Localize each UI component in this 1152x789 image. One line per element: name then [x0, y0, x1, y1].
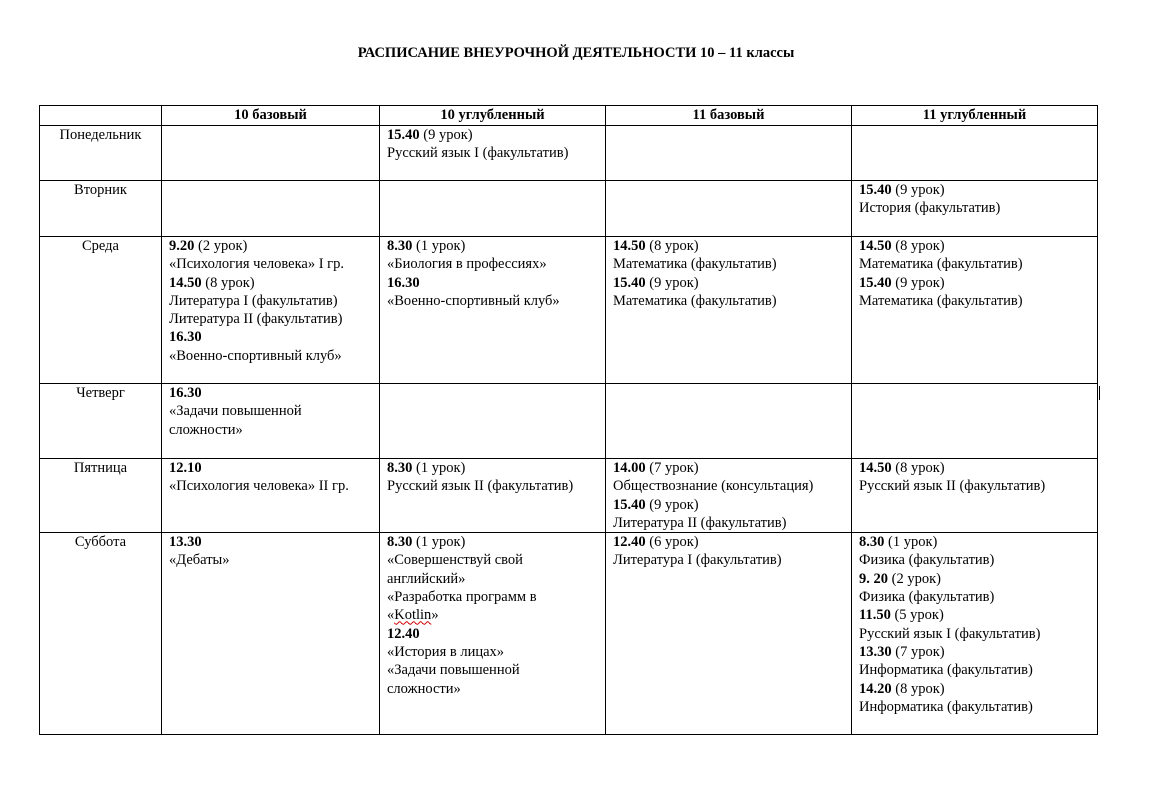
- schedule-cell: [852, 181, 1098, 237]
- lesson-time-line: 8.30 (1 урок): [387, 238, 466, 254]
- activity-line: «Дебаты»: [169, 552, 230, 569]
- day-label: Среда: [40, 237, 162, 384]
- column-header: 11 углубленный: [852, 106, 1098, 126]
- lesson-time-line: 14.50 (8 урок): [859, 238, 945, 254]
- schedule-cell: [606, 533, 852, 735]
- activity-line: Математика (факультатив): [613, 292, 777, 309]
- activity-line: «Военно-спортивный клуб»: [169, 347, 342, 364]
- lesson-time: 8.30: [387, 534, 413, 551]
- lesson-time-line: [387, 274, 598, 292]
- schedule-row: [40, 126, 1098, 181]
- schedule-cell: [606, 126, 852, 181]
- activity-line: «Задачи повышенной: [169, 403, 302, 420]
- column-header: 11 базовый: [606, 106, 852, 126]
- lesson-time-line: 8.30 (1 урок): [387, 534, 466, 551]
- schedule-cell: [162, 126, 380, 181]
- schedule-cell: [380, 181, 606, 237]
- schedule-cell: [606, 459, 852, 533]
- lesson-time: 14.00: [613, 460, 646, 476]
- activity-line: Обществознание (консультация): [613, 478, 814, 495]
- activity-line: Литература I (факультатив): [613, 552, 782, 569]
- lesson-time-line: 14.50 (8 урок): [169, 274, 255, 291]
- activity-line: История (факультатив): [859, 200, 1001, 217]
- lesson-time: 13.30: [859, 643, 892, 660]
- activity-line: «Совершенствуй свой: [387, 552, 523, 569]
- schedule-cell: [852, 533, 1098, 735]
- activity-line: «Военно-спортивный клуб»: [387, 292, 560, 309]
- lesson-time-line: 8.30 (1 урок): [387, 460, 466, 476]
- schedule-cell: [606, 237, 852, 384]
- lesson-time: 8.30: [387, 238, 413, 254]
- lesson-time-line: 14.20 (8 урок): [859, 680, 945, 697]
- schedule-cell: [380, 237, 606, 384]
- lesson-time-line: 15.40 (9 урок): [387, 127, 473, 143]
- schedule-cell: [852, 237, 1098, 384]
- activity-line: Русский язык I (факультатив): [387, 145, 569, 162]
- lesson-time-line: 11.50 (5 урок): [859, 607, 944, 624]
- schedule-row: [40, 384, 1098, 459]
- lesson-time-line: 8.30 (1 урок): [859, 534, 938, 551]
- activity-line: Математика (факультатив): [859, 292, 1023, 309]
- day-label: Суббота: [40, 533, 162, 735]
- schedule-table: [39, 105, 1098, 735]
- schedule-cell: [852, 459, 1098, 533]
- lesson-time: 14.50: [859, 460, 892, 476]
- activity-line: Литература II (факультатив): [613, 514, 787, 531]
- activity-line: Русский язык II (факультатив): [859, 478, 1046, 495]
- lesson-time: 8.30: [387, 460, 413, 476]
- corner-cell: [40, 106, 162, 126]
- day-label: Пятница: [40, 459, 162, 533]
- schedule-cell: [380, 384, 606, 459]
- schedule-cell: [606, 384, 852, 459]
- schedule-cell: [852, 126, 1098, 181]
- activity-line: «Kotlin»: [387, 607, 439, 624]
- schedule-row: [40, 459, 1098, 533]
- schedule-cell: [606, 181, 852, 237]
- activity-line: Информатика (факультатив): [859, 698, 1033, 715]
- day-label: Четверг: [40, 384, 162, 459]
- schedule-cell: [162, 384, 380, 459]
- lesson-time-line: 9. 20 (2 урок): [859, 570, 941, 587]
- lesson-time: 16.30: [169, 385, 202, 401]
- lesson-time: 15.40: [613, 274, 646, 291]
- lesson-time-line: 14.00 (7 урок): [613, 460, 699, 476]
- lesson-time-line: 13.30 (7 урок): [859, 643, 945, 660]
- lesson-time-line: 15.40 (9 урок): [613, 274, 699, 291]
- lesson-time: 14.20: [859, 680, 892, 697]
- activity-line: Литература I (факультатив): [169, 292, 338, 309]
- lesson-time: 9.20: [169, 238, 195, 254]
- schedule-row: [40, 237, 1098, 384]
- column-header: 10 углубленный: [380, 106, 606, 126]
- lesson-time: 13.30: [169, 534, 202, 551]
- activity-line: Физика (факультатив): [859, 589, 995, 606]
- activity-line: Математика (факультатив): [859, 256, 1023, 273]
- activity-line: «Психология человека» II гр.: [169, 478, 349, 495]
- text-cursor: [1099, 386, 1100, 400]
- lesson-time-line: 12.40 (6 урок): [613, 534, 699, 551]
- activity-line: английский»: [387, 570, 466, 587]
- lesson-time-line: 15.40 (9 урок): [859, 274, 945, 291]
- activity-line: «Задачи повышенной: [387, 662, 520, 679]
- activity-line: Физика (факультатив): [859, 552, 995, 569]
- lesson-time-line: 15.40 (9 урок): [613, 496, 699, 513]
- lesson-time: 15.40: [859, 274, 892, 291]
- lesson-time-line: 14.50 (8 урок): [613, 238, 699, 254]
- lesson-time-line: [169, 459, 372, 477]
- schedule-cell: [162, 533, 380, 735]
- lesson-time: 11.50: [859, 607, 891, 624]
- lesson-time-line: [169, 384, 372, 402]
- schedule-cell: [162, 181, 380, 237]
- lesson-time-line: [387, 625, 598, 643]
- schedule-row: [40, 533, 1098, 735]
- activity-line: сложности»: [169, 421, 243, 438]
- activity-line: «История в лицах»: [387, 643, 505, 660]
- schedule-row: [40, 181, 1098, 237]
- activity-line: Русский язык II (факультатив): [387, 478, 574, 495]
- schedule-cell: [162, 237, 380, 384]
- lesson-time: 16.30: [387, 274, 420, 291]
- day-label: Вторник: [40, 181, 162, 237]
- lesson-time-line: 15.40 (9 урок): [859, 182, 945, 198]
- lesson-time: 15.40: [859, 182, 892, 198]
- spellcheck-word: Kotlin: [394, 607, 432, 624]
- activity-line: Литература II (факультатив): [169, 311, 343, 328]
- lesson-time: 9. 20: [859, 570, 888, 587]
- lesson-time: 14.50: [859, 238, 892, 254]
- activity-line: Математика (факультатив): [613, 256, 777, 273]
- lesson-time: 15.40: [387, 127, 420, 143]
- lesson-time: 12.40: [387, 625, 420, 642]
- lesson-time: 14.50: [169, 274, 202, 291]
- schedule-cell: [380, 533, 606, 735]
- lesson-time: 8.30: [859, 534, 885, 551]
- schedule-cell: [380, 459, 606, 533]
- schedule-cell: [852, 384, 1098, 459]
- header-row: [40, 106, 1098, 126]
- activity-line: сложности»: [387, 680, 461, 697]
- activity-line: «Психология человека» I гр.: [169, 256, 344, 273]
- lesson-time: 12.40: [613, 534, 646, 551]
- activity-line: Русский язык I (факультатив): [859, 625, 1041, 642]
- lesson-time: 16.30: [169, 329, 202, 346]
- lesson-time: 14.50: [613, 238, 646, 254]
- lesson-time: 12.10: [169, 460, 202, 476]
- day-label: Понедельник: [40, 126, 162, 181]
- document-title: РАСПИСАНИЕ ВНЕУРОЧНОЙ ДЕЯТЕЛЬНОСТИ 10 – 11 классы: [357, 45, 795, 61]
- activity-line: «Биология в профессиях»: [387, 256, 547, 273]
- lesson-time-line: [169, 328, 372, 346]
- activity-line: «Разработка программ в: [387, 589, 537, 606]
- lesson-time-line: [169, 533, 372, 551]
- schedule-cell: [162, 459, 380, 533]
- activity-line: Информатика (факультатив): [859, 662, 1033, 679]
- column-header: 10 базовый: [162, 106, 380, 126]
- lesson-time: 15.40: [613, 496, 646, 513]
- schedule-cell: [380, 126, 606, 181]
- lesson-time-line: 9.20 (2 урок): [169, 238, 248, 254]
- lesson-time-line: 14.50 (8 урок): [859, 460, 945, 476]
